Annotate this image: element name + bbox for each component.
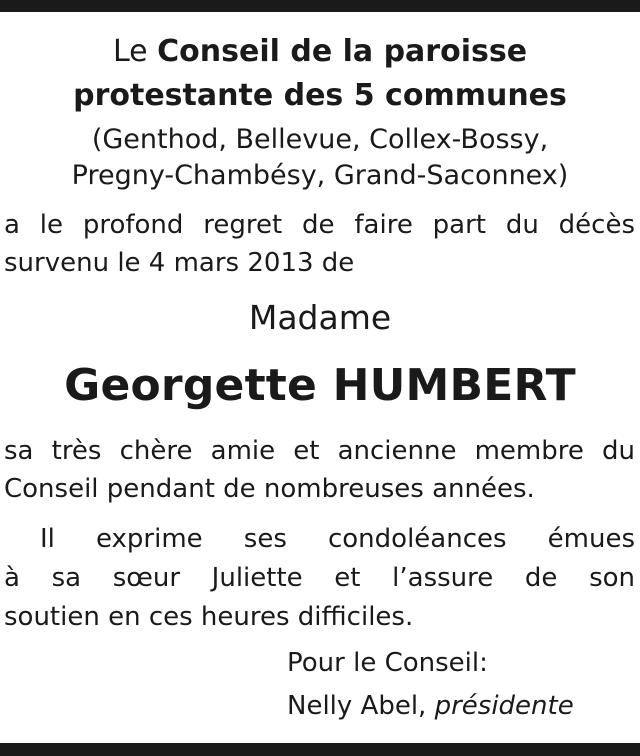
tribute-line-1: sa très chère amie et ancienne membre du bbox=[4, 436, 635, 466]
condolences-line-3: soutien en ces heures difficiles. bbox=[4, 602, 414, 632]
deceased-name: Georgette HUMBERT bbox=[64, 360, 576, 411]
signature-for-council: Pour le Conseil: bbox=[287, 648, 488, 678]
announcement-line-2: survenu le 4 mars 2013 de bbox=[4, 248, 355, 278]
signature-line bbox=[287, 691, 574, 721]
condolences-line-2: à sa sœur Juliette et l’assure de son bbox=[4, 563, 635, 593]
condolences-line-1: Il exprime ses condoléances émues bbox=[40, 524, 635, 554]
deceased-title: Madame bbox=[248, 298, 392, 337]
council-name-part-2: protestante des 5 communes bbox=[73, 78, 567, 113]
bottom-border-rule bbox=[0, 743, 640, 756]
communes-list-line-1: (Genthod, Bellevue, Collex-Bossy, bbox=[91, 124, 549, 155]
signer-name: Nelly Abel, bbox=[287, 691, 427, 721]
council-heading-line-2 bbox=[0, 78, 640, 113]
announcement-line-1: a le profond regret de faire part du décès bbox=[4, 210, 635, 240]
tribute-line-2: Conseil pendant de nombreuses années. bbox=[4, 474, 535, 504]
heading-article: Le bbox=[112, 34, 148, 69]
council-name-part-1: Conseil de la paroisse bbox=[157, 34, 528, 69]
signer-role: présidente bbox=[434, 691, 574, 721]
communes-list-line-2: Pregny-Chambésy, Grand-Saconnex) bbox=[71, 160, 569, 191]
council-heading-line-1 bbox=[0, 34, 640, 69]
top-border-rule bbox=[0, 0, 640, 12]
